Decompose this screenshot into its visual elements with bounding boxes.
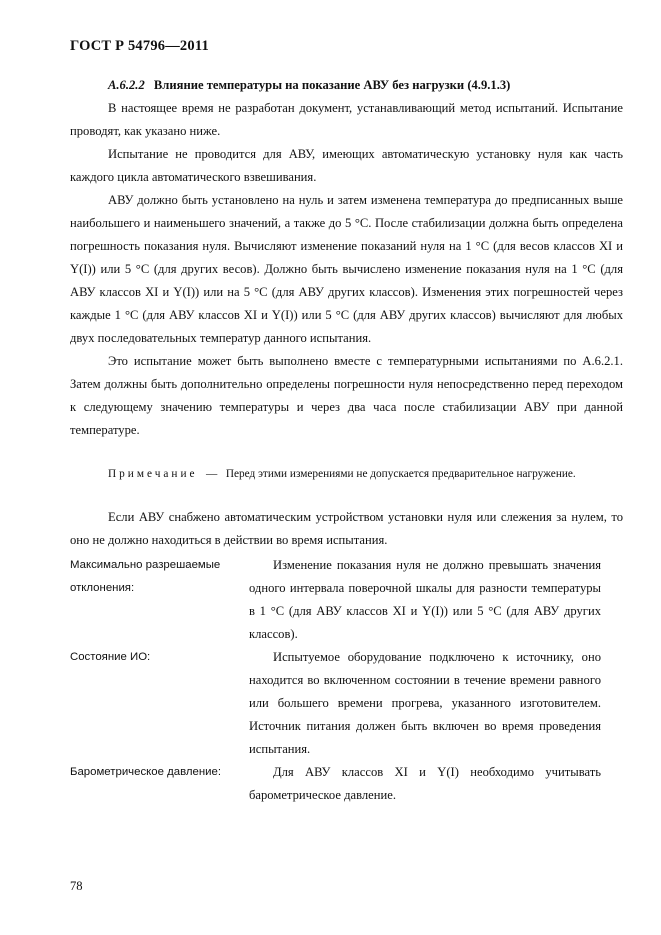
section-heading [108,74,623,97]
spec-table [70,554,623,807]
spec-value [249,554,623,646]
note [70,463,623,486]
paragraph-2: Испытание не проводится для АВУ, имеющих автоматическую установку нуля как часть каждого цикла автоматического взвешивания. [70,147,623,184]
paragraph-5: Если АВУ снабжено автоматическим устройством установки нуля или слежения за нулем, то оно не должно находиться в действии во время испытания. [70,510,623,547]
note-dash: — [206,468,218,480]
paragraph-4: Это испытание может быть выполнено вместе с температурными испытаниями по А.6.2.1. Затем должны быть дополнительно определены погрешности нуля непосредственно перед переходом к следующему значению температуры и через два часа после стабилизации АВУ при данной температуре. [70,354,623,437]
spec-value [249,761,623,807]
section-number: А.6.2.2 [108,78,145,92]
spec-key: Максимально разрешаемые отклонения: [70,559,221,594]
spec-value-text: Для АВУ классов XI и Y(I) необходимо учитывать барометрическое давление. [249,765,601,802]
spec-key: Барометрическое давление: [70,766,221,778]
document-code-header: ГОСТ Р 54796—2011 [70,38,209,54]
spec-row [70,554,623,646]
spec-row [70,761,623,807]
section-title: Влияние температуры на показание АВУ без нагрузки (4.9.1.3) [153,78,511,92]
page-number: 78 [70,879,83,893]
note-label: Примечание [108,468,198,480]
spec-value-text: Изменение показания нуля не должно превышать значения одного интервала поверочной шкалы для разности температуры в 1 °С (для АВУ классов XI и Y(I)) или 5 °С (для АВУ других классов). [249,558,601,641]
spec-row [70,646,623,761]
spec-key: Состояние ИО: [70,651,151,663]
spec-value-text: Испытуемое оборудование подключено к источнику, оно находится во включенном состоянии в течение времени равного или большего времени прогрева, указанного изготовителем. Источник питания должен быть включен во время проведения испытания. [249,650,601,756]
note-text: Перед этими измерениями не допускается предварительное нагружение. [225,468,576,480]
paragraph-1: В настоящее время не разработан документ, устанавливающий метод испытаний. Испытание проводят, как указано ниже. [70,101,623,138]
main-content [70,74,623,807]
spec-value [249,646,623,761]
paragraph-3: АВУ должно быть установлено на нуль и затем изменена температура до предписанных выше наибольшего и наименьшего значений, а также до 5 °С. После стабилизации должна быть определена погрешность показания нуля. Вычисляют изменение показаний нуля на 1 °С (для весов классов XI и Y(I)) или 5 °С (для других весов). Должно быть вычислено изменение показания нуля на 1 °С (для АВУ классов XI и Y(I)) или на 5 °С (для АВУ других классов). Изменения этих погрешностей через каждые 1 °С (для АВУ классов XI и Y(I)) или 5 °С (для АВУ других классов) вычисляют для любых двух последовательных температур данного испытания. [70,193,623,345]
